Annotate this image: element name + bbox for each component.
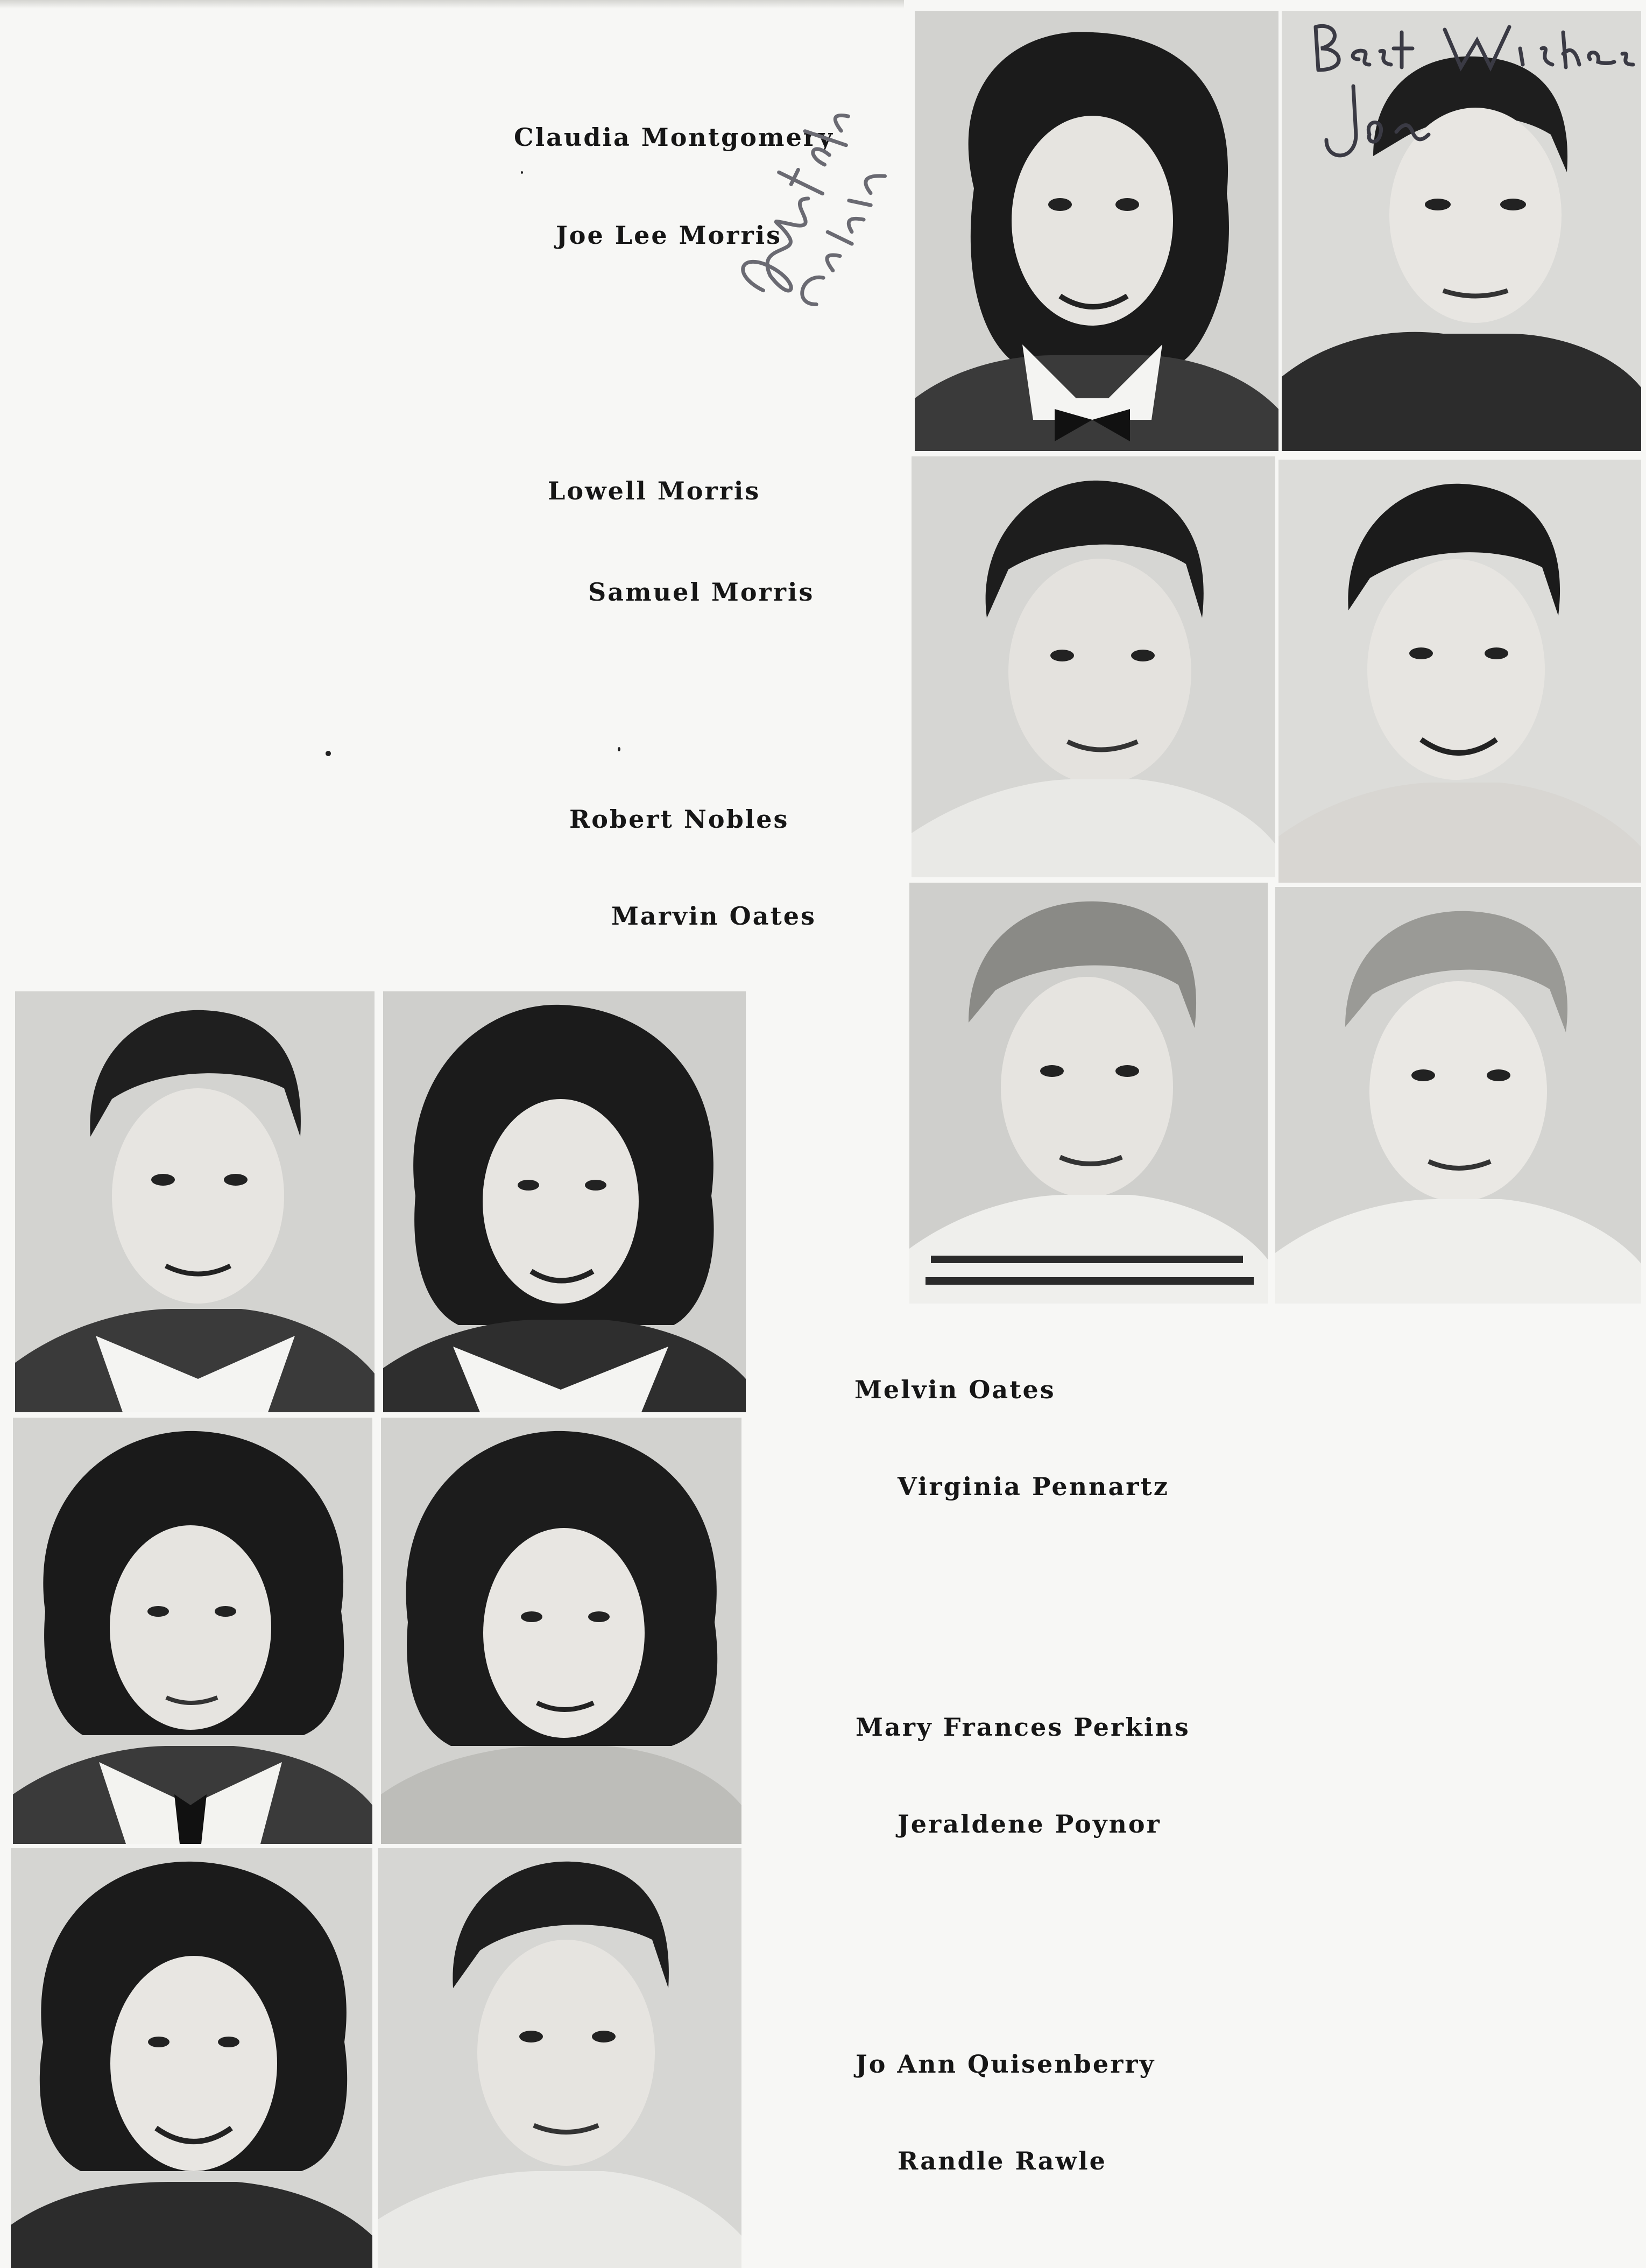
student-name-claudia-montgomery: Claudia Montgomery xyxy=(514,123,834,152)
student-name-jo-ann-quisenberry: Jo Ann Quisenberry xyxy=(856,2049,1156,2079)
student-name-joe-lee-morris: Joe Lee Morris xyxy=(556,221,782,250)
portrait-photo-claudia-montgomery xyxy=(915,11,1278,451)
portrait-photo-jeraldene-poynor xyxy=(381,1418,741,1844)
student-name-melvin-oates: Melvin Oates xyxy=(854,1375,1056,1404)
handwritten-signature-claudia xyxy=(705,38,931,393)
print-speck xyxy=(618,747,620,751)
student-name-virginia-pennartz: Virginia Pennartz xyxy=(898,1472,1169,1501)
portrait-photo-randle-rawle xyxy=(378,1848,741,2268)
handwritten-signature-joe xyxy=(1305,11,1644,172)
print-speck xyxy=(326,751,331,756)
portrait-photo-jo-ann-quisenberry xyxy=(11,1848,372,2268)
student-name-mary-frances-perkins: Mary Frances Perkins xyxy=(856,1713,1190,1742)
portrait-photo-marvin-oates xyxy=(1275,887,1641,1304)
portrait-photo-lowell-morris xyxy=(912,456,1275,877)
portrait-photo-mary-frances-perkins xyxy=(13,1418,372,1844)
student-name-robert-nobles: Robert Nobles xyxy=(569,805,789,834)
student-name-marvin-oates: Marvin Oates xyxy=(611,901,816,931)
print-speck xyxy=(521,171,523,174)
page-top-edge xyxy=(0,0,904,9)
student-name-lowell-morris: Lowell Morris xyxy=(548,476,761,505)
portrait-photo-melvin-oates xyxy=(15,991,375,1412)
portrait-photo-robert-nobles xyxy=(909,883,1268,1304)
portrait-photo-virginia-pennartz xyxy=(383,991,746,1412)
student-name-jeraldene-poynor: Jeraldene Poynor xyxy=(898,1809,1161,1839)
portrait-photo-samuel-morris xyxy=(1278,460,1641,883)
student-name-randle-rawle: Randle Rawle xyxy=(898,2146,1107,2175)
student-name-samuel-morris: Samuel Morris xyxy=(588,577,815,607)
